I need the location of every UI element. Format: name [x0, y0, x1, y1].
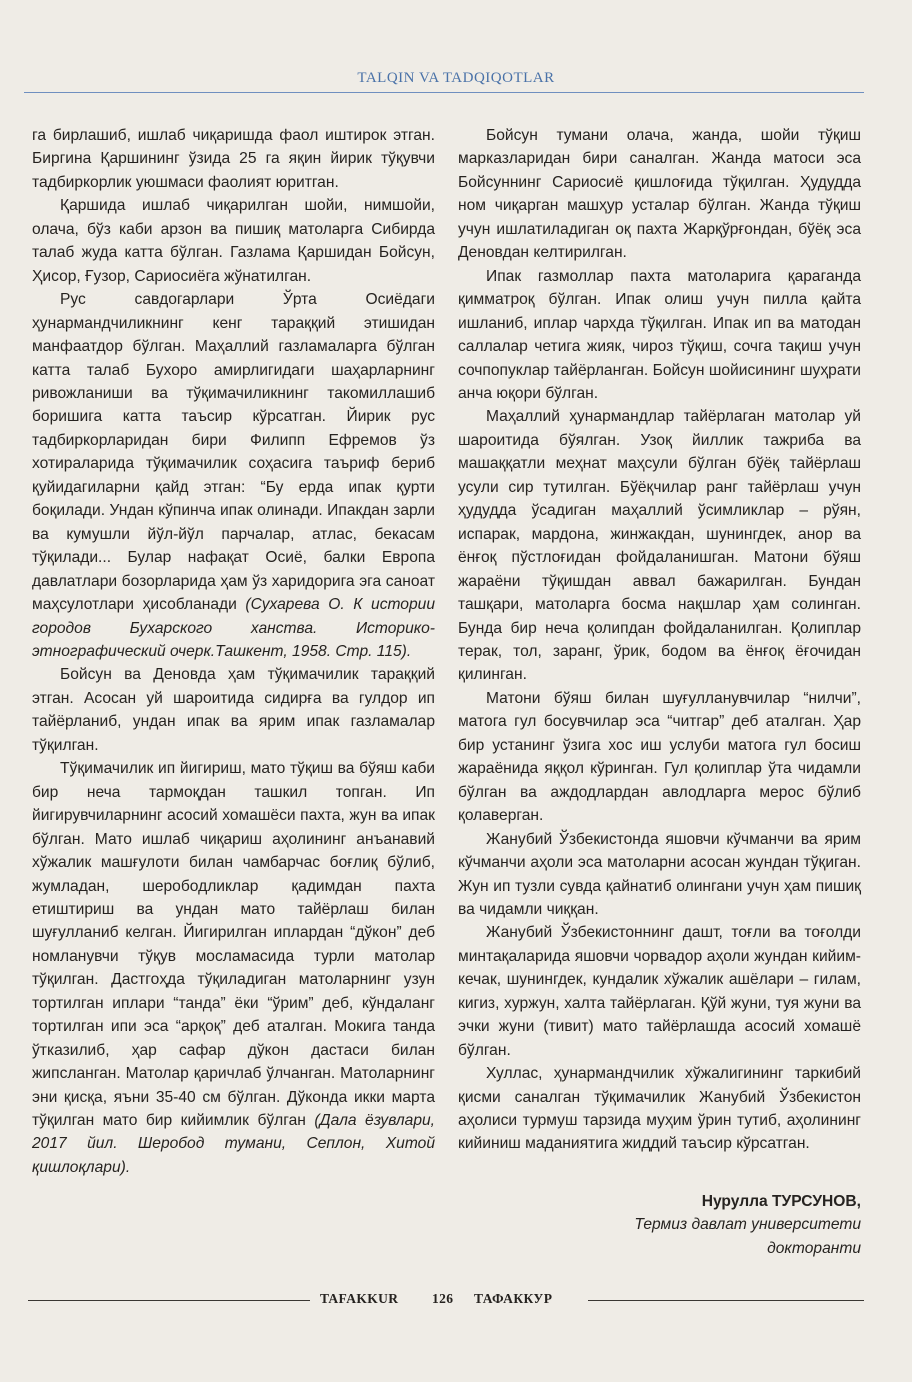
paragraph: Бойсун ва Деновда ҳам тўқимачилик тараққий этган. Асосан уй шароитида сидирға ва гулдор ип тайёрланиб, ундан ипак ва ярим ипак газламалар тўқилган.: [32, 666, 435, 754]
footer-journal-cyrillic: ТАФАККУР: [474, 1291, 553, 1306]
footer-rule-right: [588, 1300, 864, 1301]
author-position: докторанти: [767, 1239, 861, 1257]
author-name: Нурулла ТУРСУНОВ,: [701, 1192, 861, 1210]
paragraph: Хуллас, ҳунармандчилик хўжалигининг таркибий қисми саналган тўқимачилик Жанубий Ўзбекистон аҳолиси турмуш тарзида муҳим ўрин тутиб, аҳолининг кийиниш маданиятига жиддий таъсир кўрсатган.: [458, 1065, 861, 1153]
paragraph: Бойсун тумани олача, жанда, шойи тўқиш марказларидан бири саналган. Жанда матоси эса Бойсуннинг Сариосиё қишлоғида тўқилган. Ҳудудда ном чиқарган машҳур усталар бўлган. Жанда тўқиш учун ишлатиладиган оқ пахта Жарқўрғондан, бўёқ эса Деновдан келтирилган.: [458, 127, 861, 262]
paragraph: Жанубий Ўзбекистонда яшовчи кўчманчи ва ярим кўчманчи аҳоли эса матоларни асосан жундан тўқиган. Жун ип тузли сувда қайнатиб олингани учун ҳам пишиқ ва чидамли чиққан.: [458, 830, 861, 918]
footer-journal-latin: TAFAKKUR: [320, 1291, 399, 1306]
footer-rule-left: [28, 1300, 310, 1301]
paragraph-text: Рус савдогарлари Ўрта Осиёдаги ҳунармандчиликнинг кенг тараққий этишидан манфаатдор бўлган. Маҳаллий газламаларга бўлган катта талаб Бухоро амирлигидаги шаҳарларнинг ривожланиши ва тўқимачиликнинг такомиллашиб боришига катта таъсир кўрсатган. Йирик рус тадбиркорларидан бири Филипп Ефремов ўз хотираларида тўқимачилик соҳасига таъриф бериб қуйидагиларни қайд этган: “Бу ерда ипак қурти боқилади. Ундан кўпинча ипак олинади. Ипакдан зарли ва кумушли йўл-йўл парчалар, атлас, бекасам тўқилади... Булар нафақат Осиё, балки Европа давлатлари бозорларида ҳам ўз харидорига эга саноат маҳсулотлари ҳисобланади: [32, 291, 435, 614]
page-number: 126: [432, 1291, 454, 1306]
citation: (Дала ёзувлари, 2017 йил. Шеробод тумани, Сеплон, Хитой қишлоқлари).: [32, 1112, 435, 1176]
paragraph: Ипак газмоллар пахта матоларига қараганда қимматроқ бўлган. Ипак олиш учун пилла қайта ишланиб, иплар чархда тўқилган. Ипак ип ва матодан саллалар четига жияк, чироз тўқиш, сочга тақиш учун сочпопуклар тайёрланган. Бойсун шойисининг шуҳрати анча юқори бўлган.: [458, 267, 861, 402]
author-signature: [458, 1190, 861, 1260]
paragraph-with-citation: [32, 288, 435, 663]
paragraph-text: Тўқимачилик ип йигириш, мато тўқиш ва бўяш каби бир неча тармоқдан ташкил топган. Ип йигирувчиларнинг асосий хомашёси пахта, жун ва ипак бўлган. Мато ишлаб чиқариш аҳолининг анъанавий хўжалик машғулоти билан чамбарчас боғлиқ бўлиб, жумладан, шерободликлар қадимдан пахта етиштириш ва ундан мато тайёрлаш билан шуғулланиб келган. Йигирилган иплардан “дўкон” деб номланувчи тўқув мосламасида турли матолар тўқилган. Дастгоҳда тўқиладиган матоларнинг узун тортилган иплари “танда” ёки “ўрим” деб, кўндаланг тортилган ипи эса “арқоқ” деб аталган. Мокига танда ўтказилиб, ҳар сафар дўкон дастаси билан жипсланган. Матолар қаричлаб ўлчанган. Матоларнинг эни қисқа, яъни 35-40 см бўлган. Дўконда икки марта тўқилган мато бир кийимлик бўлган: [32, 760, 435, 1130]
header-divider: [24, 92, 864, 93]
right-column: [458, 124, 861, 1260]
left-column: [32, 124, 435, 1179]
citation: (Сухарева О. К истории городов Бухарского ханства. Историко-этнографический очерк.Ташкент, 1958. Стр. 115).: [32, 596, 435, 660]
running-header: TALQIN VA TADQIQOTLAR: [357, 70, 555, 86]
paragraph: Қаршида ишлаб чиқарилган шойи, нимшойи, олача, бўз каби арзон ва пишиқ матоларга Сибирда талаб жуда катта бўлган. Газлама Қаршидан Бойсун, Ҳисор, Ғузор, Сариосиёга жўнатилган.: [32, 197, 435, 285]
paragraph: Матони бўяш билан шуғулланувчилар “нилчи”, матога гул босувчилар эса “читгар” деб аталган. Ҳар бир устанинг ўзига хос иш услуби матога гул босиш жараёнида яққол кўринган. Гул қолиплар ўта чидамли бўлган ва аждодлардан авлодларга мерос бўлиб қолаверган.: [458, 689, 861, 825]
author-affiliation: Термиз давлат университети: [634, 1216, 861, 1234]
paragraph: га бирлашиб, ишлаб чиқаришда фаол иштирок этган. Биргина Қаршининг ўзида 25 га яқин йирик тўқувчи тадбиркорлик уюшмаси фаолият юритган.: [32, 127, 435, 191]
page-footer: [28, 1290, 864, 1310]
paragraph: Маҳаллий ҳунармандлар тайёрлаган матолар уй шароитида бўялган. Узоқ йиллик тажриба ва машаққатли меҳнат маҳсули бўлган бўёқ тайёрлаш усули сир тутилган. Бўёқчилар ранг тайёрлаш учун ҳудудда ўсадиган маҳаллий ўсимликлар – рўян, испарак, мардона, жинжакдан, шунингдек, анор ва ёнғоқ пўстлоғидан фойдаланишган. Матони бўяш жараёни тўқишдан аввал бажарилган. Бундан ташқари, матоларга босма нақшлар ҳам солинган. Бунда бир неча қолипдан фойдаланилган. Қолиплар терак, тол, заранг, ўрик, бодом ва ёнғоқ ёғочидан қилинган.: [458, 408, 861, 684]
paragraph: Жанубий Ўзбекистоннинг дашт, тоғли ва тоғолди минтақаларида яшовчи чорвадор аҳоли жундан кийим-кечак, шунингдек, кундалик хўжалик ашёлари – гилам, кигиз, хуржун, халта тайёрлаган. Қўй жуни, туя жуни ва эчки жуни (тивит) мато тайёрлашда асосий хомашё бўлган.: [458, 924, 861, 1059]
paragraph-with-citation: [32, 757, 435, 1179]
